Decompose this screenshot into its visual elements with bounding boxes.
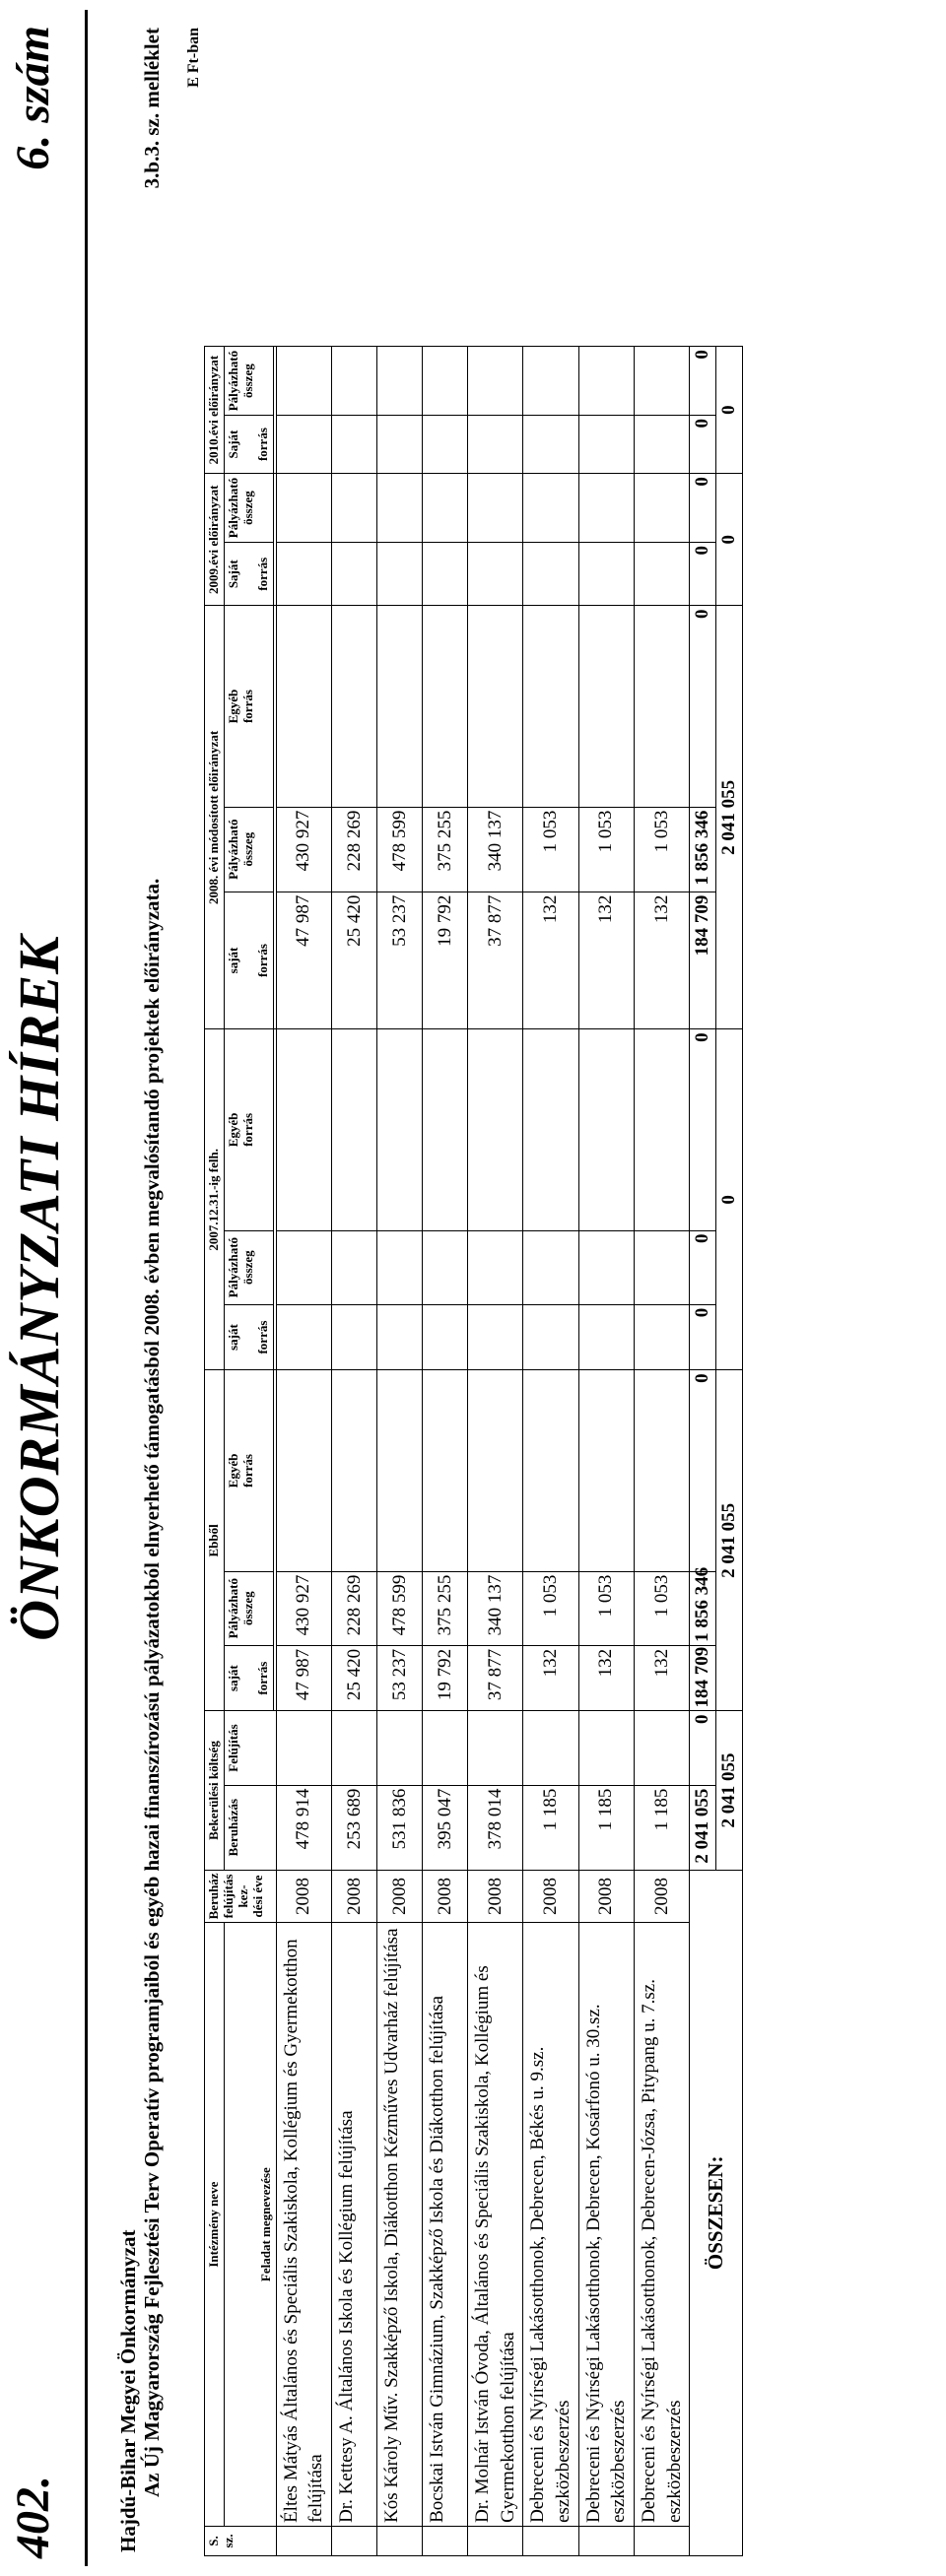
cell-p-saj — [276, 1304, 331, 1370]
col-sn: S. sz. — [205, 2526, 277, 2555]
task-name: Kós Károly Műv. Szakképző Iskola, Diákotthon Kézműves Udvarház felújítása — [377, 1923, 423, 2527]
total-m-egy: 0 — [690, 606, 716, 807]
cell-e-egy — [578, 1370, 634, 1571]
col-p-pal: Pályázható összeg — [224, 1230, 273, 1304]
cell-m-saj: 53 237 — [377, 892, 423, 1029]
cell-e-egy — [468, 1370, 523, 1571]
col-y9-saj: Saját forrás — [224, 542, 273, 605]
task-name: Dr. Kettesy A. Általános Iskola és Kollégium felújítása — [332, 1923, 377, 2527]
table-row — [276, 21, 331, 2556]
cell-y9-pal — [332, 474, 377, 543]
cell-e-egy — [523, 1370, 578, 1571]
cell-m-saj: 132 — [578, 892, 634, 1029]
total-p-pal: 0 — [690, 1230, 716, 1304]
col-2010-group: 2010.évi előirányzat — [205, 347, 225, 474]
table-row — [578, 21, 634, 2556]
row-serial — [634, 2526, 689, 2555]
cell-p-egy — [523, 1029, 578, 1230]
cell-e-pal: 375 255 — [423, 1571, 468, 1645]
task-name: Debreceni és Nyírségi Lakásotthonok, Debrecen, Békés u. 9.sz. eszközbeszerzés — [523, 1923, 578, 2527]
total-m-pal: 1 856 346 — [690, 807, 716, 892]
col-empty — [205, 289, 277, 347]
cell-invest: 1 185 — [578, 1785, 634, 1870]
cell-p-saj — [332, 1304, 377, 1370]
start-year: 2008 — [377, 1870, 423, 1923]
cell-invest: 253 689 — [332, 1785, 377, 1870]
total-row — [690, 21, 716, 2556]
sum-p-sum: 0 — [716, 1029, 743, 1370]
cell-y10-saj — [276, 416, 331, 474]
cell-renov — [423, 1711, 468, 1785]
cell-y9-pal — [468, 474, 523, 543]
cell-y10-pal — [332, 347, 377, 416]
cell-e-egy — [377, 1370, 423, 1571]
cell-y10-saj — [332, 416, 377, 474]
col-m-saj: saját forrás — [224, 892, 273, 1029]
cell-invest: 531 836 — [377, 1785, 423, 1870]
col-e-pal: Pályázható összeg — [224, 1571, 273, 1645]
cell-y10-saj — [634, 416, 689, 474]
cell-p-pal — [578, 1230, 634, 1304]
cell-m-saj: 19 792 — [423, 892, 468, 1029]
col-y9-pal: Pályázható összeg — [224, 474, 273, 543]
cell-e-egy — [276, 1370, 331, 1571]
sum-y10-sum: 0 — [716, 347, 743, 474]
cell-p-egy — [377, 1029, 423, 1230]
col-2009-group: 2009.évi előirányzat — [205, 474, 225, 606]
start-year: 2008 — [634, 1870, 689, 1923]
cell-renov — [578, 1711, 634, 1785]
cell-y9-saj — [332, 542, 377, 605]
table-row — [377, 21, 423, 2556]
cell-m-egy — [523, 606, 578, 807]
cell-invest: 395 047 — [423, 1785, 468, 1870]
cell-y10-pal — [634, 347, 689, 416]
cell-y9-saj — [523, 542, 578, 605]
start-year: 2008 — [423, 1870, 468, 1923]
organization-name: Hajdú-Bihar Megyei Önkormányzat — [116, 2229, 140, 2552]
cell-y10-pal — [468, 347, 523, 416]
cell-m-pal: 1 053 — [634, 807, 689, 892]
col-y10-pal: Pályázható összeg — [224, 347, 273, 416]
row-serial — [423, 2526, 468, 2555]
page-number: 402. — [7, 2476, 59, 2558]
cell-e-egy — [634, 1370, 689, 1571]
cell-p-saj — [578, 1304, 634, 1370]
cell-p-saj — [377, 1304, 423, 1370]
col-p-egy: Egyéb forrás — [224, 1029, 273, 1230]
table-row — [468, 21, 523, 2556]
total-invest: 2 041 055 — [690, 1785, 716, 1870]
cell-e-egy — [423, 1370, 468, 1571]
cell-e-pal: 430 927 — [276, 1571, 331, 1645]
cell-y10-saj — [377, 416, 423, 474]
table-row — [523, 21, 578, 2556]
col-institution: Intézmény neve — [205, 1923, 225, 2527]
cell-m-pal: 228 269 — [332, 807, 377, 892]
total-y9-pal: 0 — [690, 474, 716, 543]
total-e-egy: 0 — [690, 1370, 716, 1571]
cell-p-egy — [276, 1029, 331, 1230]
col-e-egy: Egyéb forrás — [224, 1370, 273, 1571]
cell-m-pal: 375 255 — [423, 807, 468, 892]
cell-renov — [523, 1711, 578, 1785]
cell-e-saj: 19 792 — [423, 1645, 468, 1711]
cell-m-saj: 37 877 — [468, 892, 523, 1029]
task-name: Bocskai István Gimnázium, Szakképző Iskola és Diákotthon felújítása — [423, 1923, 468, 2527]
cell-m-egy — [468, 606, 523, 807]
cell-y10-pal — [377, 347, 423, 416]
cell-m-saj: 132 — [634, 892, 689, 1029]
cell-p-egy — [423, 1029, 468, 1230]
cell-p-pal — [634, 1230, 689, 1304]
cell-y10-pal — [423, 347, 468, 416]
cell-p-egy — [634, 1029, 689, 1230]
cell-y9-pal — [276, 474, 331, 543]
cell-y9-saj — [276, 542, 331, 605]
total-renov: 0 — [690, 1711, 716, 1785]
sum-cost-sum: 2 041 055 — [716, 1711, 743, 1870]
start-year: 2008 — [468, 1870, 523, 1923]
cell-invest: 1 185 — [523, 1785, 578, 1870]
cell-renov — [468, 1711, 523, 1785]
page-title: ÖNKORMÁNYZATI HÍREK — [7, 935, 71, 1641]
col-2008-group: 2008. évi módosított előirányzat — [205, 606, 225, 1029]
col-cost-group: Bekerülési költség — [205, 1711, 225, 1870]
cell-p-pal — [423, 1230, 468, 1304]
cell-y9-saj — [468, 542, 523, 605]
cell-invest: 478 914 — [276, 1785, 331, 1870]
task-name: Debreceni és Nyírségi Lakásotthonok, Debrecen, Kosárfonó u. 30.sz. eszközbeszerzés — [578, 1923, 634, 2527]
cell-m-pal: 1 053 — [523, 807, 578, 892]
cell-y10-pal — [578, 347, 634, 416]
total-m-saj: 184 709 — [690, 892, 716, 1029]
cell-renov — [276, 1711, 331, 1785]
cell-y10-pal — [523, 347, 578, 416]
col-cost-invest: Beruházás — [224, 1785, 276, 1870]
cell-m-pal: 1 053 — [578, 807, 634, 892]
sum-e-sum: 2 041 055 — [716, 1370, 743, 1711]
start-year: 2008 — [276, 1870, 331, 1923]
cell-y9-pal — [377, 474, 423, 543]
cell-y9-pal — [523, 474, 578, 543]
cell-p-saj — [523, 1304, 578, 1370]
cell-renov — [634, 1711, 689, 1785]
cell-e-pal: 228 269 — [332, 1571, 377, 1645]
cell-y9-pal — [634, 474, 689, 543]
cell-e-saj: 132 — [578, 1645, 634, 1711]
cell-p-pal — [377, 1230, 423, 1304]
cell-m-egy — [377, 606, 423, 807]
cell-y10-saj — [523, 416, 578, 474]
total-y10-saj: 0 — [690, 416, 716, 474]
col-p-saj: saját forrás — [224, 1304, 273, 1370]
header-rule — [85, 10, 88, 2566]
cell-m-saj: 132 — [523, 892, 578, 1029]
cell-p-saj — [634, 1304, 689, 1370]
cell-p-pal — [468, 1230, 523, 1304]
cell-e-saj: 25 420 — [332, 1645, 377, 1711]
cell-y9-saj — [377, 542, 423, 605]
cell-renov — [332, 1711, 377, 1785]
unit-label: E Ft-ban — [185, 28, 202, 88]
col-cost-renov: Felújítás — [224, 1711, 276, 1785]
start-year: 2008 — [523, 1870, 578, 1923]
total-e-saj: 184 709 — [690, 1645, 716, 1711]
cell-y9-pal — [578, 474, 634, 543]
col-m-pal: Pályázható összeg — [224, 807, 273, 892]
start-year: 2008 — [578, 1870, 634, 1923]
cell-y10-saj — [423, 416, 468, 474]
start-year: 2008 — [332, 1870, 377, 1923]
cell-m-egy — [423, 606, 468, 807]
projects-table — [204, 20, 743, 2556]
row-serial — [276, 2526, 331, 2555]
total-y9-saj: 0 — [690, 542, 716, 605]
cell-invest: 378 014 — [468, 1785, 523, 1870]
total-p-saj: 0 — [690, 1304, 716, 1370]
row-serial — [578, 2526, 634, 2555]
row-serial — [468, 2526, 523, 2555]
cell-m-egy — [578, 606, 634, 807]
cell-e-pal: 340 137 — [468, 1571, 523, 1645]
cell-p-pal — [332, 1230, 377, 1304]
col-2007-group: 2007.12.31.-ig felh. — [205, 1029, 225, 1370]
task-name: Dr. Molnár István Óvoda, Általános és Speciális Szakiskola, Kollégium és Gyermekotthon felújítása — [468, 1923, 523, 2527]
cell-renov — [377, 1711, 423, 1785]
table-row — [423, 21, 468, 2556]
cell-m-pal: 340 137 — [468, 807, 523, 892]
col-start-year: Beruház felújítás kez- dési éve — [205, 1870, 277, 1923]
task-name: Éltes Mátyás Általános és Speciális Szakiskola, Kollégium és Gyermekotthon felújítása — [276, 1923, 331, 2527]
col-of-which: Ebből — [205, 1370, 225, 1711]
cell-y9-pal — [423, 474, 468, 543]
cell-e-pal: 478 599 — [377, 1571, 423, 1645]
cell-p-egy — [468, 1029, 523, 1230]
cell-p-saj — [423, 1304, 468, 1370]
cell-p-egy — [332, 1029, 377, 1230]
cell-m-pal: 478 599 — [377, 807, 423, 892]
cell-e-egy — [332, 1370, 377, 1571]
total-e-pal: 1 856 346 — [690, 1571, 716, 1645]
table-row — [634, 21, 689, 2556]
cell-m-egy — [634, 606, 689, 807]
task-name: Debreceni és Nyírségi Lakásotthonok, Debrecen-Józsa, Pitypang u. 7.sz. eszközbeszerzés — [634, 1923, 689, 2527]
header-row-1 — [205, 21, 225, 2556]
cell-e-saj: 132 — [634, 1645, 689, 1711]
cell-y10-pal — [276, 347, 331, 416]
row-serial — [332, 2526, 377, 2555]
table-body — [276, 21, 742, 2556]
sum-m-sum: 2 041 055 — [716, 606, 743, 1029]
cell-p-pal — [276, 1230, 331, 1304]
cell-y10-saj — [578, 416, 634, 474]
col-y10-saj: Saját forrás — [224, 416, 273, 474]
issue-number: 6. szám — [7, 26, 59, 170]
cell-p-saj — [468, 1304, 523, 1370]
total-y10-pal: 0 — [690, 347, 716, 416]
cell-e-pal: 1 053 — [578, 1571, 634, 1645]
total-label: ÖSSZESEN: — [690, 1870, 743, 2555]
cell-m-saj: 47 987 — [276, 892, 331, 1029]
table-row — [332, 21, 377, 2556]
cell-e-saj: 47 987 — [276, 1645, 331, 1711]
row-serial — [377, 2526, 423, 2555]
cell-m-egy — [332, 606, 377, 807]
row-serial — [523, 2526, 578, 2555]
cell-e-pal: 1 053 — [523, 1571, 578, 1645]
cell-m-saj: 25 420 — [332, 892, 377, 1029]
col-m-egy: Egyéb forrás — [224, 606, 273, 807]
annex-label: 3.b.3. sz. melléklet — [140, 28, 164, 189]
cell-p-egy — [578, 1029, 634, 1230]
cell-y9-saj — [634, 542, 689, 605]
table-heading: Az Új Magyarország Fejlesztési Terv Operatív programjaiból és egyéb hazai finanszírozású pályázatokból elnyerhető támogatásból 2008. évben megvalósítandó projektek előirányzata. — [140, 878, 164, 2497]
cell-y9-saj — [578, 542, 634, 605]
cell-e-saj: 37 877 — [468, 1645, 523, 1711]
cell-m-egy — [276, 606, 331, 807]
sum-y9-sum: 0 — [716, 474, 743, 606]
total-p-egy: 0 — [690, 1029, 716, 1230]
col-e-saj: saját forrás — [224, 1645, 273, 1711]
cell-p-pal — [523, 1230, 578, 1304]
cell-e-saj: 53 237 — [377, 1645, 423, 1711]
header-row-2 — [224, 21, 273, 2556]
cell-invest: 1 185 — [634, 1785, 689, 1870]
cell-e-saj: 132 — [523, 1645, 578, 1711]
cell-y10-saj — [468, 416, 523, 474]
cell-y9-saj — [423, 542, 468, 605]
col-task: Feladat megnevezése — [224, 1923, 276, 2527]
cell-e-pal: 1 053 — [634, 1571, 689, 1645]
cell-m-pal: 430 927 — [276, 807, 331, 892]
